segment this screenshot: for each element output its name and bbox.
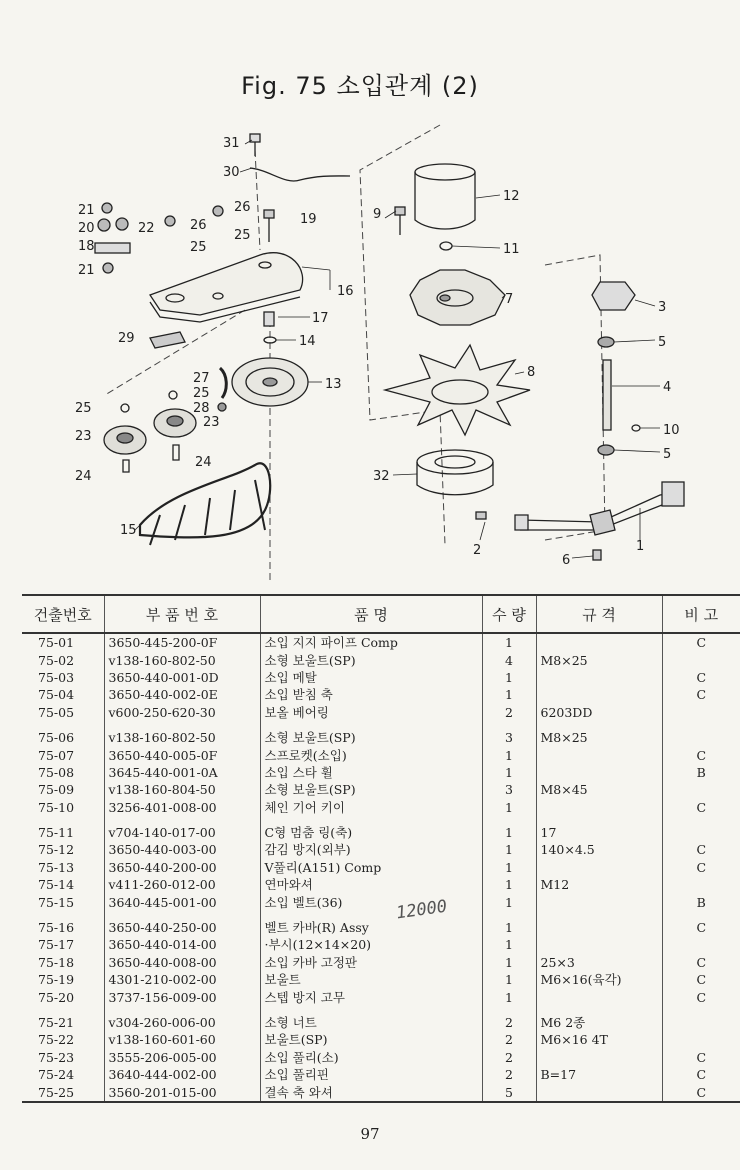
cell-part: 3650-440-001-0D — [104, 669, 260, 686]
svg-text:5: 5 — [663, 447, 672, 462]
header-ref-no: 건출번호 — [22, 595, 104, 633]
svg-text:26: 26 — [234, 200, 251, 215]
table-header-row — [22, 595, 740, 633]
cell-note: C — [662, 686, 740, 703]
handwritten-note: 12000 — [394, 896, 449, 924]
table-row — [22, 1066, 740, 1083]
cell-no: 75-23 — [38, 1049, 75, 1065]
cell-name: 소형 보울트(SP) — [260, 721, 482, 746]
cell-no: 75-08 — [38, 764, 75, 780]
table-row — [22, 633, 740, 651]
table-row — [22, 954, 740, 971]
cell-part: v138-160-601-60 — [104, 1031, 260, 1048]
cell-qty: 1 — [482, 746, 536, 763]
table-row — [22, 686, 740, 703]
cell-spec — [536, 686, 662, 703]
cell-part: v138-160-802-50 — [104, 721, 260, 746]
cell-spec: M6×16(육각) — [536, 971, 662, 988]
cell-qty: 1 — [482, 971, 536, 988]
cell-note: C — [662, 911, 740, 936]
table-row — [22, 1083, 740, 1101]
cell-name: 소형 보울트(SP) — [260, 781, 482, 798]
exploded-parts-diagram — [0, 110, 740, 580]
table-row — [22, 1031, 740, 1048]
cell-qty: 1 — [482, 799, 536, 816]
cell-no: 75-24 — [38, 1067, 75, 1083]
cell-qty: 2 — [482, 1006, 536, 1031]
cell-qty: 5 — [482, 1083, 536, 1101]
cell-no: 75-12 — [38, 842, 75, 858]
svg-text:17: 17 — [312, 311, 329, 326]
header-remarks: 비 고 — [662, 595, 740, 633]
cell-part: 4301-210-002-00 — [104, 971, 260, 988]
svg-text:14: 14 — [299, 334, 316, 349]
cell-spec: 17 — [536, 816, 662, 841]
cell-part: 3650-440-008-00 — [104, 954, 260, 971]
cell-qty: 1 — [482, 936, 536, 953]
table-row — [22, 1049, 740, 1066]
svg-text:13: 13 — [325, 377, 342, 392]
cell-part: 3650-440-005-0F — [104, 746, 260, 763]
svg-text:12: 12 — [503, 189, 520, 204]
svg-text:21: 21 — [78, 203, 95, 218]
cell-spec — [536, 669, 662, 686]
cell-qty: 4 — [482, 651, 536, 668]
cell-part: 3640-444-002-00 — [104, 1066, 260, 1083]
svg-text:16: 16 — [337, 284, 354, 299]
cell-note: C — [662, 746, 740, 763]
cell-part: v138-160-804-50 — [104, 781, 260, 798]
cell-spec — [536, 988, 662, 1005]
svg-text:27: 27 — [193, 371, 210, 386]
table-row — [22, 936, 740, 953]
table-row — [22, 781, 740, 798]
table-row — [22, 988, 740, 1005]
svg-text:9: 9 — [373, 207, 382, 222]
table-row — [22, 651, 740, 668]
table-row — [22, 841, 740, 858]
cell-name: C형 멈춤 링(축) — [260, 816, 482, 841]
cell-part: v138-160-802-50 — [104, 651, 260, 668]
cell-name: 보올 베어링 — [260, 704, 482, 721]
cell-no: 75-07 — [38, 747, 75, 763]
svg-text:22: 22 — [138, 221, 155, 236]
cell-note — [662, 936, 740, 953]
cell-no: 75-02 — [38, 652, 75, 668]
cell-part: 3640-445-001-00 — [104, 893, 260, 910]
cell-note — [662, 1031, 740, 1048]
cell-note — [662, 721, 740, 746]
cell-qty: 3 — [482, 781, 536, 798]
cell-note — [662, 704, 740, 721]
cell-name: 소입 메탈 — [260, 669, 482, 686]
svg-text:20: 20 — [78, 221, 95, 236]
cell-name: 결속 축 와셔 — [260, 1083, 482, 1101]
cell-no: 75-04 — [38, 687, 75, 703]
cell-note: C — [662, 841, 740, 858]
cell-name: 연마와셔 — [260, 876, 482, 893]
svg-text:6: 6 — [562, 553, 571, 568]
cell-qty: 1 — [482, 911, 536, 936]
cell-name: 소입 지지 파이프 Comp — [260, 633, 482, 651]
svg-text:32: 32 — [373, 469, 390, 484]
cell-part: 3560-201-015-00 — [104, 1083, 260, 1101]
cell-spec — [536, 764, 662, 781]
cell-qty: 1 — [482, 988, 536, 1005]
header-spec: 규 격 — [536, 595, 662, 633]
cell-qty: 1 — [482, 764, 536, 781]
header-part-no: 부 품 번 호 — [104, 595, 260, 633]
cell-no: 75-09 — [38, 782, 75, 798]
table-row — [22, 876, 740, 893]
svg-text:3: 3 — [658, 300, 667, 315]
cell-qty: 1 — [482, 954, 536, 971]
cell-no: 75-17 — [38, 937, 75, 953]
svg-text:1: 1 — [636, 539, 645, 554]
svg-text:5: 5 — [658, 335, 667, 350]
cell-part: 3650-440-200-00 — [104, 859, 260, 876]
svg-text:31: 31 — [223, 136, 240, 151]
table-row — [22, 704, 740, 721]
cell-no: 75-01 — [38, 635, 75, 651]
bolt-31-drawing — [250, 134, 260, 156]
cell-part: 3256-401-008-00 — [104, 799, 260, 816]
cell-no: 75-13 — [38, 859, 75, 875]
page-number: 97 — [360, 1125, 380, 1143]
cell-note: C — [662, 799, 740, 816]
cell-note — [662, 781, 740, 798]
cell-part: 3650-440-250-00 — [104, 911, 260, 936]
cell-note: C — [662, 1049, 740, 1066]
cell-no: 75-15 — [38, 894, 75, 910]
cell-name: 소입 벨트(36) — [260, 893, 482, 910]
svg-text:11: 11 — [503, 242, 520, 257]
cell-part: 3650-440-002-0E — [104, 686, 260, 703]
cell-name: 체인 기어 키이 — [260, 799, 482, 816]
cell-part: v600-250-620-30 — [104, 704, 260, 721]
table-row — [22, 893, 740, 910]
svg-text:30: 30 — [223, 165, 240, 180]
cell-qty: 1 — [482, 893, 536, 910]
cell-name: 소입 카바 고정판 — [260, 954, 482, 971]
cell-note: B — [662, 764, 740, 781]
cell-no: 75-25 — [22, 1083, 104, 1101]
cell-note — [662, 816, 740, 841]
cell-name: 스텝 방지 고무 — [260, 988, 482, 1005]
cell-spec: M8×25 — [536, 651, 662, 668]
cell-no: 75-14 — [38, 877, 75, 893]
cell-name: 보울트 — [260, 971, 482, 988]
cell-qty: 1 — [482, 841, 536, 858]
cell-spec: M12 — [536, 876, 662, 893]
svg-text:29: 29 — [118, 331, 135, 346]
cell-spec: M6×16 4T — [536, 1031, 662, 1048]
cell-name: 소입 풀리(소) — [260, 1049, 482, 1066]
svg-text:25: 25 — [234, 228, 251, 243]
cell-note: C — [662, 633, 740, 651]
svg-text:8: 8 — [527, 365, 536, 380]
cell-no: 75-05 — [38, 704, 75, 720]
cell-note — [662, 651, 740, 668]
table-row — [22, 764, 740, 781]
svg-text:10: 10 — [663, 423, 680, 438]
cell-spec — [536, 893, 662, 910]
cell-part: v304-260-006-00 — [104, 1006, 260, 1031]
table-row — [22, 799, 740, 816]
cell-qty: 1 — [482, 816, 536, 841]
svg-text:23: 23 — [203, 415, 220, 430]
cell-part: 3650-440-003-00 — [104, 841, 260, 858]
cell-note: C — [662, 954, 740, 971]
cell-spec: 140×4.5 — [536, 841, 662, 858]
cell-name: 스프로켓(소입) — [260, 746, 482, 763]
svg-text:18: 18 — [78, 239, 95, 254]
cell-name: V풀리(A151) Comp — [260, 859, 482, 876]
svg-text:25: 25 — [193, 386, 210, 401]
cell-spec: M8×45 — [536, 781, 662, 798]
cell-qty: 2 — [482, 1031, 536, 1048]
cell-no: 75-21 — [38, 1015, 75, 1030]
cell-qty: 2 — [482, 1049, 536, 1066]
svg-text:7: 7 — [505, 292, 514, 307]
cell-spec — [536, 799, 662, 816]
cell-part: 3737-156-009-00 — [104, 988, 260, 1005]
cell-qty: 3 — [482, 721, 536, 746]
cell-note: C — [662, 1083, 740, 1101]
cell-qty: 2 — [482, 704, 536, 721]
cell-no: 75-22 — [38, 1032, 75, 1048]
svg-text:25: 25 — [190, 240, 207, 255]
svg-text:26: 26 — [190, 218, 207, 233]
table-row — [22, 971, 740, 988]
cell-spec: B=17 — [536, 1066, 662, 1083]
cell-name: 보울트(SP) — [260, 1031, 482, 1048]
cell-spec — [536, 1049, 662, 1066]
cell-no: 75-03 — [38, 669, 75, 685]
cell-spec — [536, 911, 662, 936]
cell-qty: 1 — [482, 669, 536, 686]
cell-note: C — [662, 971, 740, 988]
cell-note: C — [662, 1066, 740, 1083]
cell-note: B — [662, 893, 740, 910]
svg-text:25: 25 — [75, 401, 92, 416]
cell-qty: 1 — [482, 859, 536, 876]
cell-no: 75-10 — [38, 799, 75, 815]
table-row — [22, 669, 740, 686]
cell-qty: 2 — [482, 1066, 536, 1083]
svg-text:2: 2 — [473, 543, 482, 558]
cell-name: ·부시(12×14×20) — [260, 936, 482, 953]
svg-text:24: 24 — [195, 455, 212, 470]
cell-no: 75-11 — [38, 825, 75, 841]
cell-name: 소입 스타 휠 — [260, 764, 482, 781]
svg-text:23: 23 — [75, 429, 92, 444]
table-row — [22, 859, 740, 876]
cell-name: 소형 보울트(SP) — [260, 651, 482, 668]
svg-text:4: 4 — [663, 380, 672, 395]
cell-name: 소입 받침 축 — [260, 686, 482, 703]
cell-part: v704-140-017-00 — [104, 816, 260, 841]
cell-name: 벨트 카바(R) Assy — [260, 911, 482, 936]
figure-title: Fig. 75 소입관계 (2) — [241, 72, 479, 100]
svg-text:19: 19 — [300, 212, 317, 227]
cell-spec: M8×25 — [536, 721, 662, 746]
cell-spec — [536, 633, 662, 651]
cell-no: 75-18 — [38, 954, 75, 970]
cell-note — [662, 1006, 740, 1031]
cell-spec — [536, 859, 662, 876]
table-row — [22, 816, 740, 841]
cell-part: 3645-440-001-0A — [104, 764, 260, 781]
cell-note: C — [662, 988, 740, 1005]
cell-no: 75-19 — [38, 972, 75, 988]
cell-spec — [536, 936, 662, 953]
cell-part: 3650-445-200-0F — [104, 633, 260, 651]
cell-spec — [536, 1083, 662, 1101]
header-quantity: 수 량 — [482, 595, 536, 633]
cell-qty: 1 — [482, 876, 536, 893]
table-row — [22, 911, 740, 936]
cell-note: C — [662, 859, 740, 876]
svg-text:15: 15 — [120, 523, 137, 538]
cell-name: 소형 너트 — [260, 1006, 482, 1031]
cell-qty: 1 — [482, 686, 536, 703]
svg-text:28: 28 — [193, 401, 210, 416]
cell-spec: M6 2종 — [536, 1006, 662, 1031]
cell-name: 감김 방지(외부) — [260, 841, 482, 858]
cell-part: 3650-440-014-00 — [104, 936, 260, 953]
cell-note: C — [662, 669, 740, 686]
cell-no: 75-16 — [38, 920, 75, 936]
cell-spec: 6203DD — [536, 704, 662, 721]
cell-spec: 25×3 — [536, 954, 662, 971]
cell-part: 3555-206-005-00 — [104, 1049, 260, 1066]
table-row — [22, 746, 740, 763]
cell-part: v411-260-012-00 — [104, 876, 260, 893]
cell-no: 75-20 — [38, 989, 75, 1005]
table-row — [22, 1006, 740, 1031]
cell-note — [662, 876, 740, 893]
svg-text:24: 24 — [75, 469, 92, 484]
parts-table — [22, 594, 740, 1103]
cell-qty: 1 — [482, 633, 536, 651]
table-row — [22, 721, 740, 746]
cell-name: 소입 풀리핀 — [260, 1066, 482, 1083]
cell-no: 75-06 — [38, 730, 75, 746]
cell-spec — [536, 746, 662, 763]
svg-text:21: 21 — [78, 263, 95, 278]
header-part-name: 품 명 — [260, 595, 482, 633]
